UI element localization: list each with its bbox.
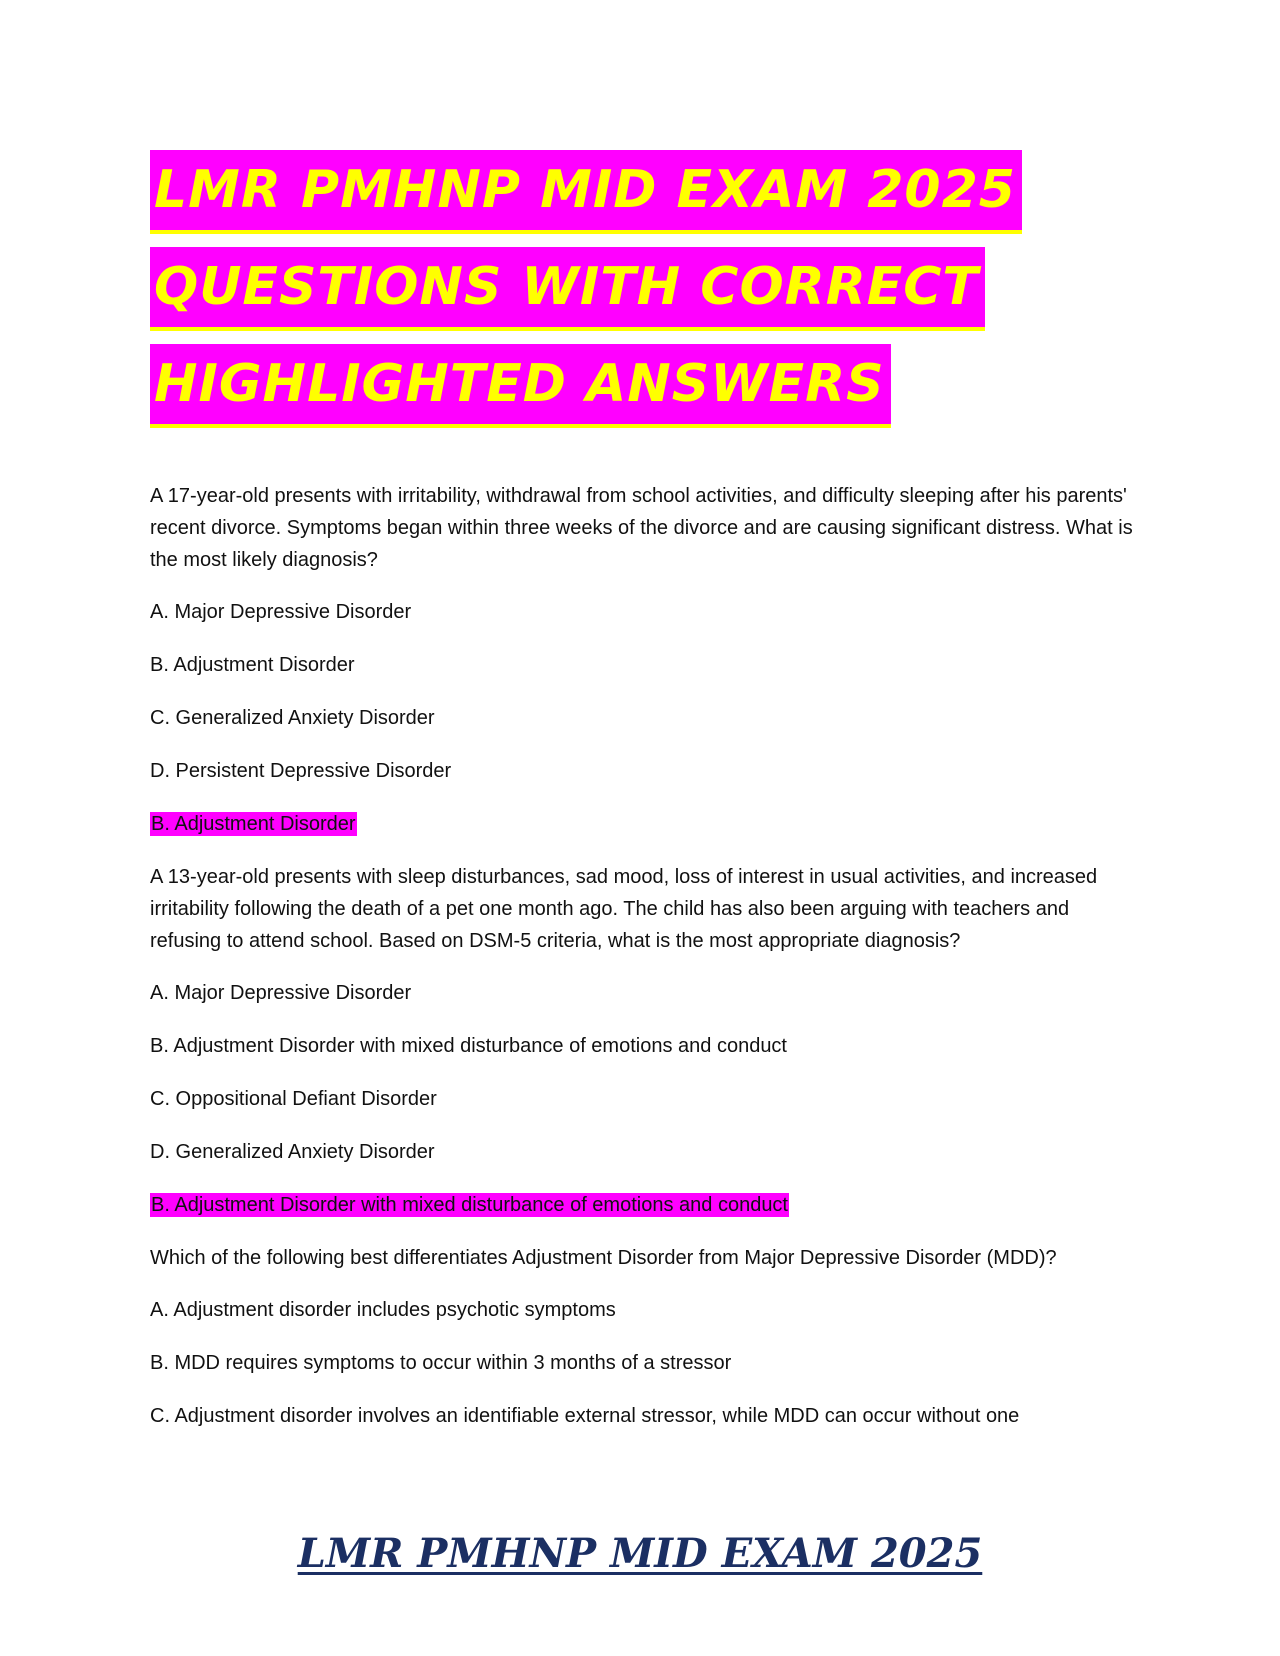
question-2-answer xyxy=(150,1189,1140,1221)
question-1-option-c: C. Generalized Anxiety Disorder xyxy=(150,707,435,729)
question-2-option-c: C. Oppositional Defiant Disorder xyxy=(150,1088,437,1110)
title-line-3: HIGHLIGHTED ANSWERS xyxy=(150,344,891,428)
question-2-option-a: A. Major Depressive Disorder xyxy=(150,982,412,1004)
question-1-option-b: B. Adjustment Disorder xyxy=(150,654,355,676)
footer-title: LMR PMHNP MID EXAM 2025 xyxy=(297,1530,983,1577)
page-footer xyxy=(0,1530,1280,1577)
title-line-2: QUESTIONS WITH CORRECT xyxy=(150,247,985,331)
document-body xyxy=(150,480,1140,1453)
title-line-1: LMR PMHNP MID EXAM 2025 xyxy=(150,150,1022,234)
question-2-option-d: D. Generalized Anxiety Disorder xyxy=(150,1141,435,1163)
question-3-option-a: A. Adjustment disorder includes psychotic symptoms xyxy=(150,1299,616,1321)
title-line xyxy=(150,344,1080,437)
question-1-option-a: A. Major Depressive Disorder xyxy=(150,601,412,623)
question-1-option-d: D. Persistent Depressive Disorder xyxy=(150,760,452,782)
document-title xyxy=(150,150,1080,441)
question-3-option-c: C. Adjustment disorder involves an identifiable external stressor, while MDD can occur without one xyxy=(150,1405,1020,1427)
question-3-stem: Which of the following best differentiates Adjustment Disorder from Major Depressive Disorder (MDD)? xyxy=(150,1247,1057,1269)
question-3-option-b: B. MDD requires symptoms to occur within 3 months of a stressor xyxy=(150,1352,732,1374)
answer-highlight: B. Adjustment Disorder xyxy=(151,813,356,835)
answer-highlight: B. Adjustment Disorder with mixed disturbance of emotions and conduct xyxy=(151,1194,788,1216)
question-1-stem: A 17-year-old presents with irritability, withdrawal from school activities, and difficulty sleeping after his parents' recent divorce. Symptoms began within three weeks of the divorce and are causing significant distress. What is the most likely diagnosis? xyxy=(150,485,1133,571)
question-1-answer xyxy=(150,808,1140,840)
question-2-stem: A 13-year-old presents with sleep disturbances, sad mood, loss of interest in usual activities, and increased irritability following the death of a pet one month ago. The child has also been arguing with teachers and refusing to attend school. Based on DSM-5 criteria, what is the most appropriate diagnosis? xyxy=(150,866,1098,952)
question-2-option-b: B. Adjustment Disorder with mixed disturbance of emotions and conduct xyxy=(150,1035,787,1057)
title-line xyxy=(150,150,1080,243)
title-line xyxy=(150,247,1080,340)
